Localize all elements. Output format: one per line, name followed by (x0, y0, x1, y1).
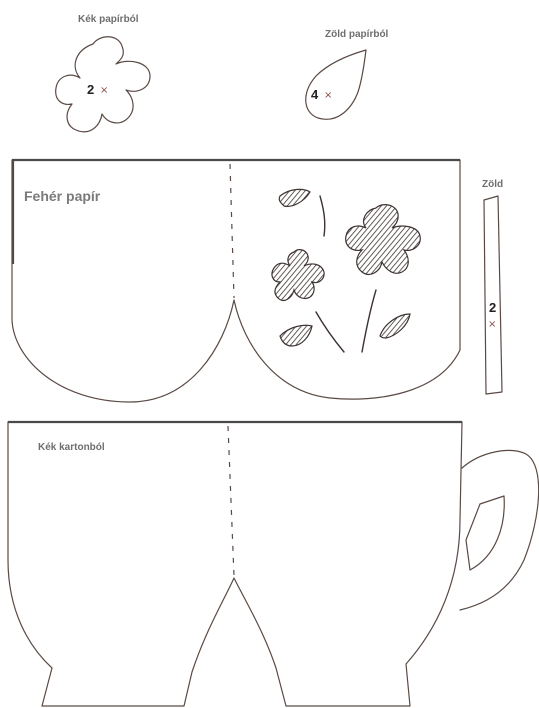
stem-decoration-right (362, 290, 376, 352)
cup-handle-outline (460, 450, 539, 610)
stem-decoration-top (320, 196, 325, 236)
green-strip-shape (484, 196, 502, 394)
label-blue-cardboard: Kék kartonból (38, 442, 105, 453)
stem-decoration-center (316, 312, 344, 352)
label-green-paper: Zöld papírból (325, 29, 389, 40)
leaf-template-shape (306, 50, 366, 119)
cup-fold-line (228, 426, 234, 576)
white-card-fold-line (230, 164, 234, 298)
leaf-count: 4 (311, 87, 319, 102)
leaf-cross-mark: × (324, 90, 333, 101)
label-green-strip: Zöld (482, 179, 504, 190)
flower-decoration-small (272, 250, 324, 301)
label-blue-paper: Kék papírból (78, 14, 139, 25)
leaf-decoration-right (380, 314, 410, 338)
label-white-paper: Fehér papír (24, 188, 101, 204)
strip-cross-mark: × (488, 319, 497, 330)
flower-cross-mark: × (100, 85, 109, 96)
flower-decoration-large (346, 205, 421, 275)
cup-body-outline (8, 422, 462, 706)
leaf-decoration-top (279, 189, 310, 206)
strip-count: 2 (489, 300, 497, 315)
leaf-decoration-left (280, 325, 312, 346)
flower-count: 2 (87, 82, 95, 97)
cup-handle-hole (466, 496, 504, 570)
